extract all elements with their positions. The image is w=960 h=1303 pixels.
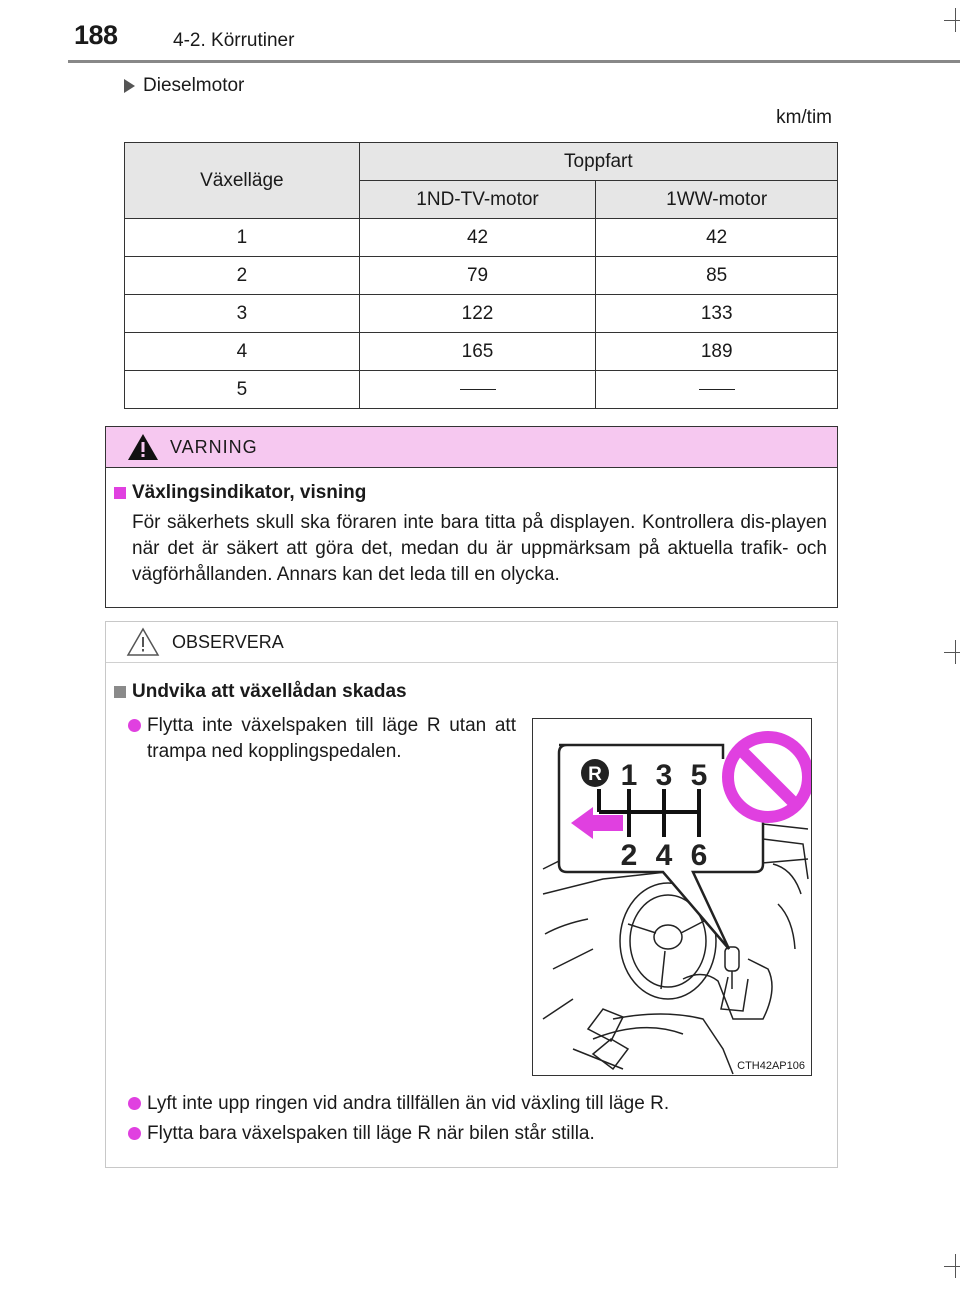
- crop-mark: [955, 640, 956, 664]
- cell: 1: [125, 219, 360, 257]
- gearshift-drawing: [533, 719, 811, 1075]
- cell-not-applicable: [359, 371, 596, 409]
- cell: 3: [125, 295, 360, 333]
- gear-label: 2: [620, 839, 638, 872]
- cell: 4: [125, 333, 360, 371]
- subheading: [124, 75, 244, 97]
- list-item-text: Flytta bara växelspaken till läge R när bilen står stilla.: [147, 1123, 595, 1144]
- cell-not-applicable: [596, 371, 838, 409]
- notice-label: OBSERVERA: [172, 631, 284, 652]
- table-row: [125, 371, 838, 409]
- gear-label: 3: [655, 759, 673, 792]
- square-bullet-icon: [114, 487, 126, 499]
- cell: 85: [596, 257, 838, 295]
- cell: 165: [359, 333, 596, 371]
- cell: 133: [596, 295, 838, 333]
- dot-bullet-icon: [128, 1127, 141, 1140]
- cell: 189: [596, 333, 838, 371]
- warning-box: [105, 426, 838, 608]
- gear-label: 1: [620, 759, 638, 792]
- warning-header: [106, 427, 837, 468]
- list-item: [128, 1121, 808, 1147]
- top-speed-table: [124, 142, 838, 409]
- crop-mark: [944, 652, 960, 653]
- gear-label: 6: [690, 839, 708, 872]
- warning-title: [114, 482, 827, 504]
- notice-header: [106, 622, 837, 663]
- list-item-text: Lyft inte upp ringen vid andra tillfällen än vid växling till läge R.: [147, 1093, 670, 1114]
- subheading-text: Dieselmotor: [143, 75, 245, 96]
- gear-label: 4: [655, 839, 673, 872]
- warning-text: För säkerhets skull ska föraren inte bara titta på displayen. Kontrollera dis-playen när det är säkert att göra det, medan du är uppmärksam på aktuella trafik- och vägförhållanden. Annars kan det leda till en olycka.: [132, 512, 827, 585]
- page-number: 188: [74, 20, 118, 50]
- cell: 5: [125, 371, 360, 409]
- crop-mark: [944, 20, 960, 21]
- notice-title: [114, 681, 837, 703]
- crop-mark: [955, 8, 956, 32]
- table-row: [125, 219, 838, 257]
- table-row: [125, 257, 838, 295]
- illustration-code: CTH42AP106: [737, 1060, 805, 1072]
- list-item: [128, 713, 516, 765]
- section-title: 4-2. Körrutiner: [173, 30, 295, 51]
- cell: 42: [596, 219, 838, 257]
- warning-triangle-icon: [126, 432, 160, 462]
- cell: 79: [359, 257, 596, 295]
- gear-label: 5: [690, 759, 708, 792]
- header-rule: [68, 60, 960, 63]
- header-gear: Växelläge: [125, 143, 360, 219]
- warning-title-text: Växlingsindikator, visning: [132, 482, 367, 503]
- warning-label: VARNING: [170, 436, 258, 457]
- prohibition-icon: [728, 737, 808, 817]
- gearshift-illustration: [532, 718, 812, 1076]
- header-engine-1ww: 1WW-motor: [596, 181, 838, 219]
- dot-bullet-icon: [128, 1097, 141, 1110]
- cell: 122: [359, 295, 596, 333]
- unit-label: km/tim: [776, 107, 832, 128]
- header-top-speed: Toppfart: [359, 143, 837, 181]
- table-row: [125, 333, 838, 371]
- dash-icon: [699, 389, 735, 390]
- square-bullet-icon: [114, 686, 126, 698]
- dot-bullet-icon: [128, 719, 141, 732]
- crop-mark: [955, 1254, 956, 1278]
- crop-mark: [944, 1266, 960, 1267]
- notice-title-text: Undvika att växellådan skadas: [132, 681, 407, 702]
- cell: 42: [359, 219, 596, 257]
- list-item: [128, 1091, 808, 1117]
- gear-label-r: R: [588, 764, 602, 785]
- caution-outline-icon: [126, 627, 160, 657]
- dash-icon: [460, 389, 496, 390]
- table-row: [125, 295, 838, 333]
- cell: 2: [125, 257, 360, 295]
- list-item-text: Flytta inte växelspaken till läge R utan att trampa ned kopplingspedalen.: [147, 715, 516, 762]
- triangle-right-icon: [124, 79, 135, 93]
- header-engine-1nd: 1ND-TV-motor: [359, 181, 596, 219]
